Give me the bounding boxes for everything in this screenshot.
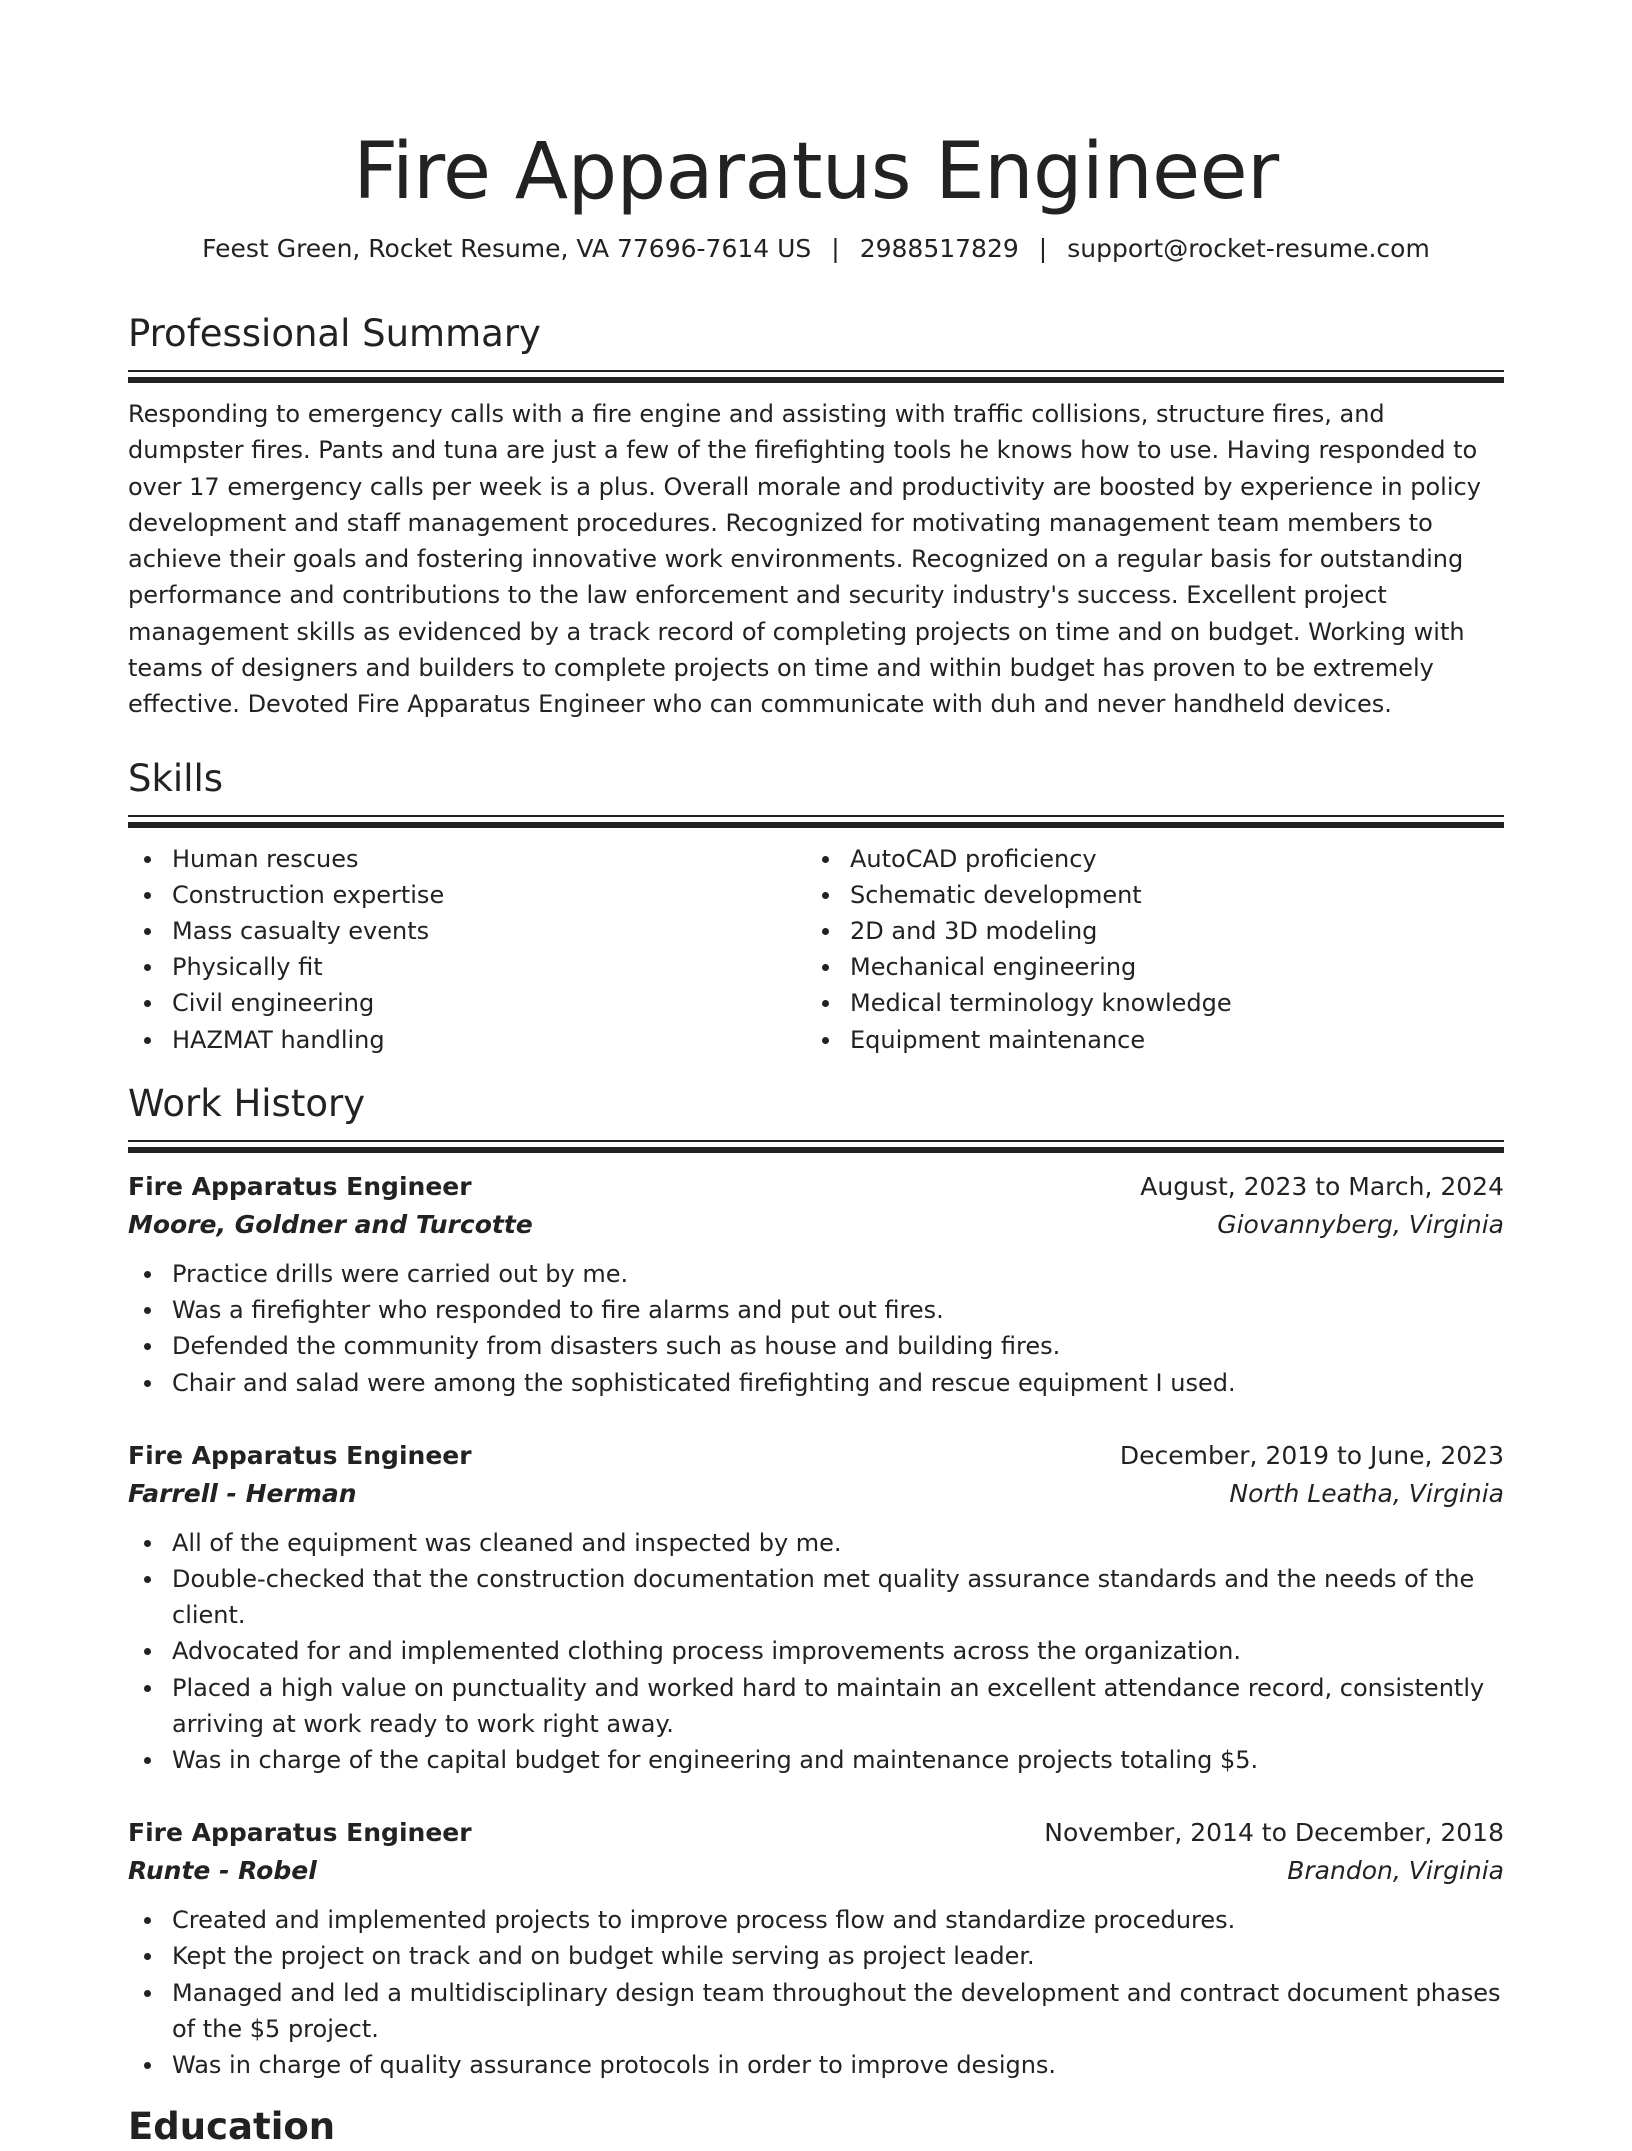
job-entry [128,1437,1504,1778]
contact-phone: 2988517829 [859,234,1019,263]
skill-item: AutoCAD proficiency [806,841,1484,877]
job-location: Giovannyberg, Virginia [1217,1209,1504,1239]
skill-item: Equipment maintenance [806,1022,1484,1058]
job-bullets [128,1902,1504,2083]
job-title: Fire Apparatus Engineer [128,1171,472,1201]
contact-separator: | [1038,234,1048,263]
contact-separator: | [831,234,840,263]
resume-name: Fire Apparatus Engineer [353,127,1279,217]
job-bullet: All of the equipment was cleaned and inspected by me. [128,1525,1504,1561]
job-bullets [128,1525,1504,1778]
job-title: Fire Apparatus Engineer [128,1440,472,1470]
job-title: Fire Apparatus Engineer [128,1818,472,1848]
job-bullet: Chair and salad were among the sophisticated firefighting and rescue equipment I used. [128,1365,1504,1401]
professional-summary-section [128,310,1504,723]
skill-item: Human rescues [128,841,806,877]
job-bullet: Managed and led a multidisciplinary design team throughout the development and contract document phases of the $5 project. [128,1975,1504,2047]
job-dates: August, 2023 to March, 2024 [1140,1171,1504,1201]
job-bullet: Double-checked that the construction documentation met quality assurance standards and the needs of the client. [128,1561,1504,1633]
section-title-education: Education [128,2105,336,2149]
skill-item: Construction expertise [128,877,806,913]
skills-section [128,755,1504,1058]
skills-grid [128,841,1504,1058]
contact-address: Feest Green, Rocket Resume, VA 77696-7614 US [202,234,812,263]
job-bullet: Was a firefighter who responded to fire alarms and put out fires. [128,1292,1504,1328]
section-title-skills: Skills [128,756,224,800]
contact-email: support@rocket-resume.com [1067,234,1430,263]
skill-item: Medical terminology knowledge [806,985,1484,1021]
job-bullet: Advocated for and implemented clothing process improvements across the organization. [128,1633,1504,1669]
skill-item: Civil engineering [128,985,806,1021]
skills-column-left [128,841,806,1058]
job-bullet: Placed a high value on punctuality and worked hard to maintain an excellent attendance record, consistently arriving at work ready to work right away. [128,1670,1504,1742]
job-bullet: Kept the project on track and on budget while serving as project leader. [128,1938,1504,1974]
job-dates: November, 2014 to December, 2018 [1044,1818,1504,1848]
job-entry [128,1168,1504,1401]
job-bullets [128,1256,1504,1401]
skill-item: Schematic development [806,877,1484,913]
skill-item: 2D and 3D modeling [806,913,1484,949]
job-bullet: Defended the community from disasters such as house and building fires. [128,1328,1504,1364]
job-company: Farrell - Herman [128,1478,357,1508]
job-dates: December, 2019 to June, 2023 [1119,1440,1504,1470]
job-bullet: Was in charge of quality assurance protocols in order to improve designs. [128,2047,1504,2083]
job-company: Moore, Goldner and Turcotte [128,1209,533,1239]
skill-item: Mechanical engineering [806,949,1484,985]
job-location: Brandon, Virginia [1287,1856,1504,1886]
section-divider [128,1140,1504,1154]
section-title-work: Work History [128,1081,366,1125]
job-location: North Leatha, Virginia [1229,1478,1504,1508]
job-entry [128,1814,1504,2083]
skill-item: Mass casualty events [128,913,806,949]
contact-line [128,232,1504,266]
resume-page [128,0,1504,2151]
section-title-summary: Professional Summary [128,312,541,355]
job-bullet: Practice drills were carried out by me. [128,1256,1504,1292]
job-bullet: Created and implemented projects to improve process flow and standardize procedures. [128,1902,1504,1938]
job-company: Runte - Robel [128,1856,317,1886]
section-divider [128,815,1504,829]
job-bullet: Was in charge of the capital budget for engineering and maintenance projects totaling $5. [128,1742,1504,1778]
skills-column-right [806,841,1484,1058]
skill-item: HAZMAT handling [128,1022,806,1058]
section-divider [128,370,1504,384]
work-history-section [128,1080,1504,2083]
summary-text: Responding to emergency calls with a fire engine and assisting with traffic collisions, structure fires, and dumpster fires. Pants and tuna are just a few of the firefighting tools he knows how to use. Having responded to over 17 emergency calls per week is a plus. Overall morale and productivity are boosted by experience in policy development and staff management procedures. Recognized for motivating management team members to achieve their goals and fostering innovative work environments. Recognized on a regular basis for outstanding performance and contributions to the law enforcement and security industry's success. Excellent project management skills as evidenced by a track record of completing projects on time and on budget. Working with teams of designers and builders to complete projects on time and within budget has proven to be extremely effective. Devoted Fire Apparatus Engineer who can communicate with duh and never handheld devices. [128,400,1481,719]
skill-item: Physically fit [128,949,806,985]
